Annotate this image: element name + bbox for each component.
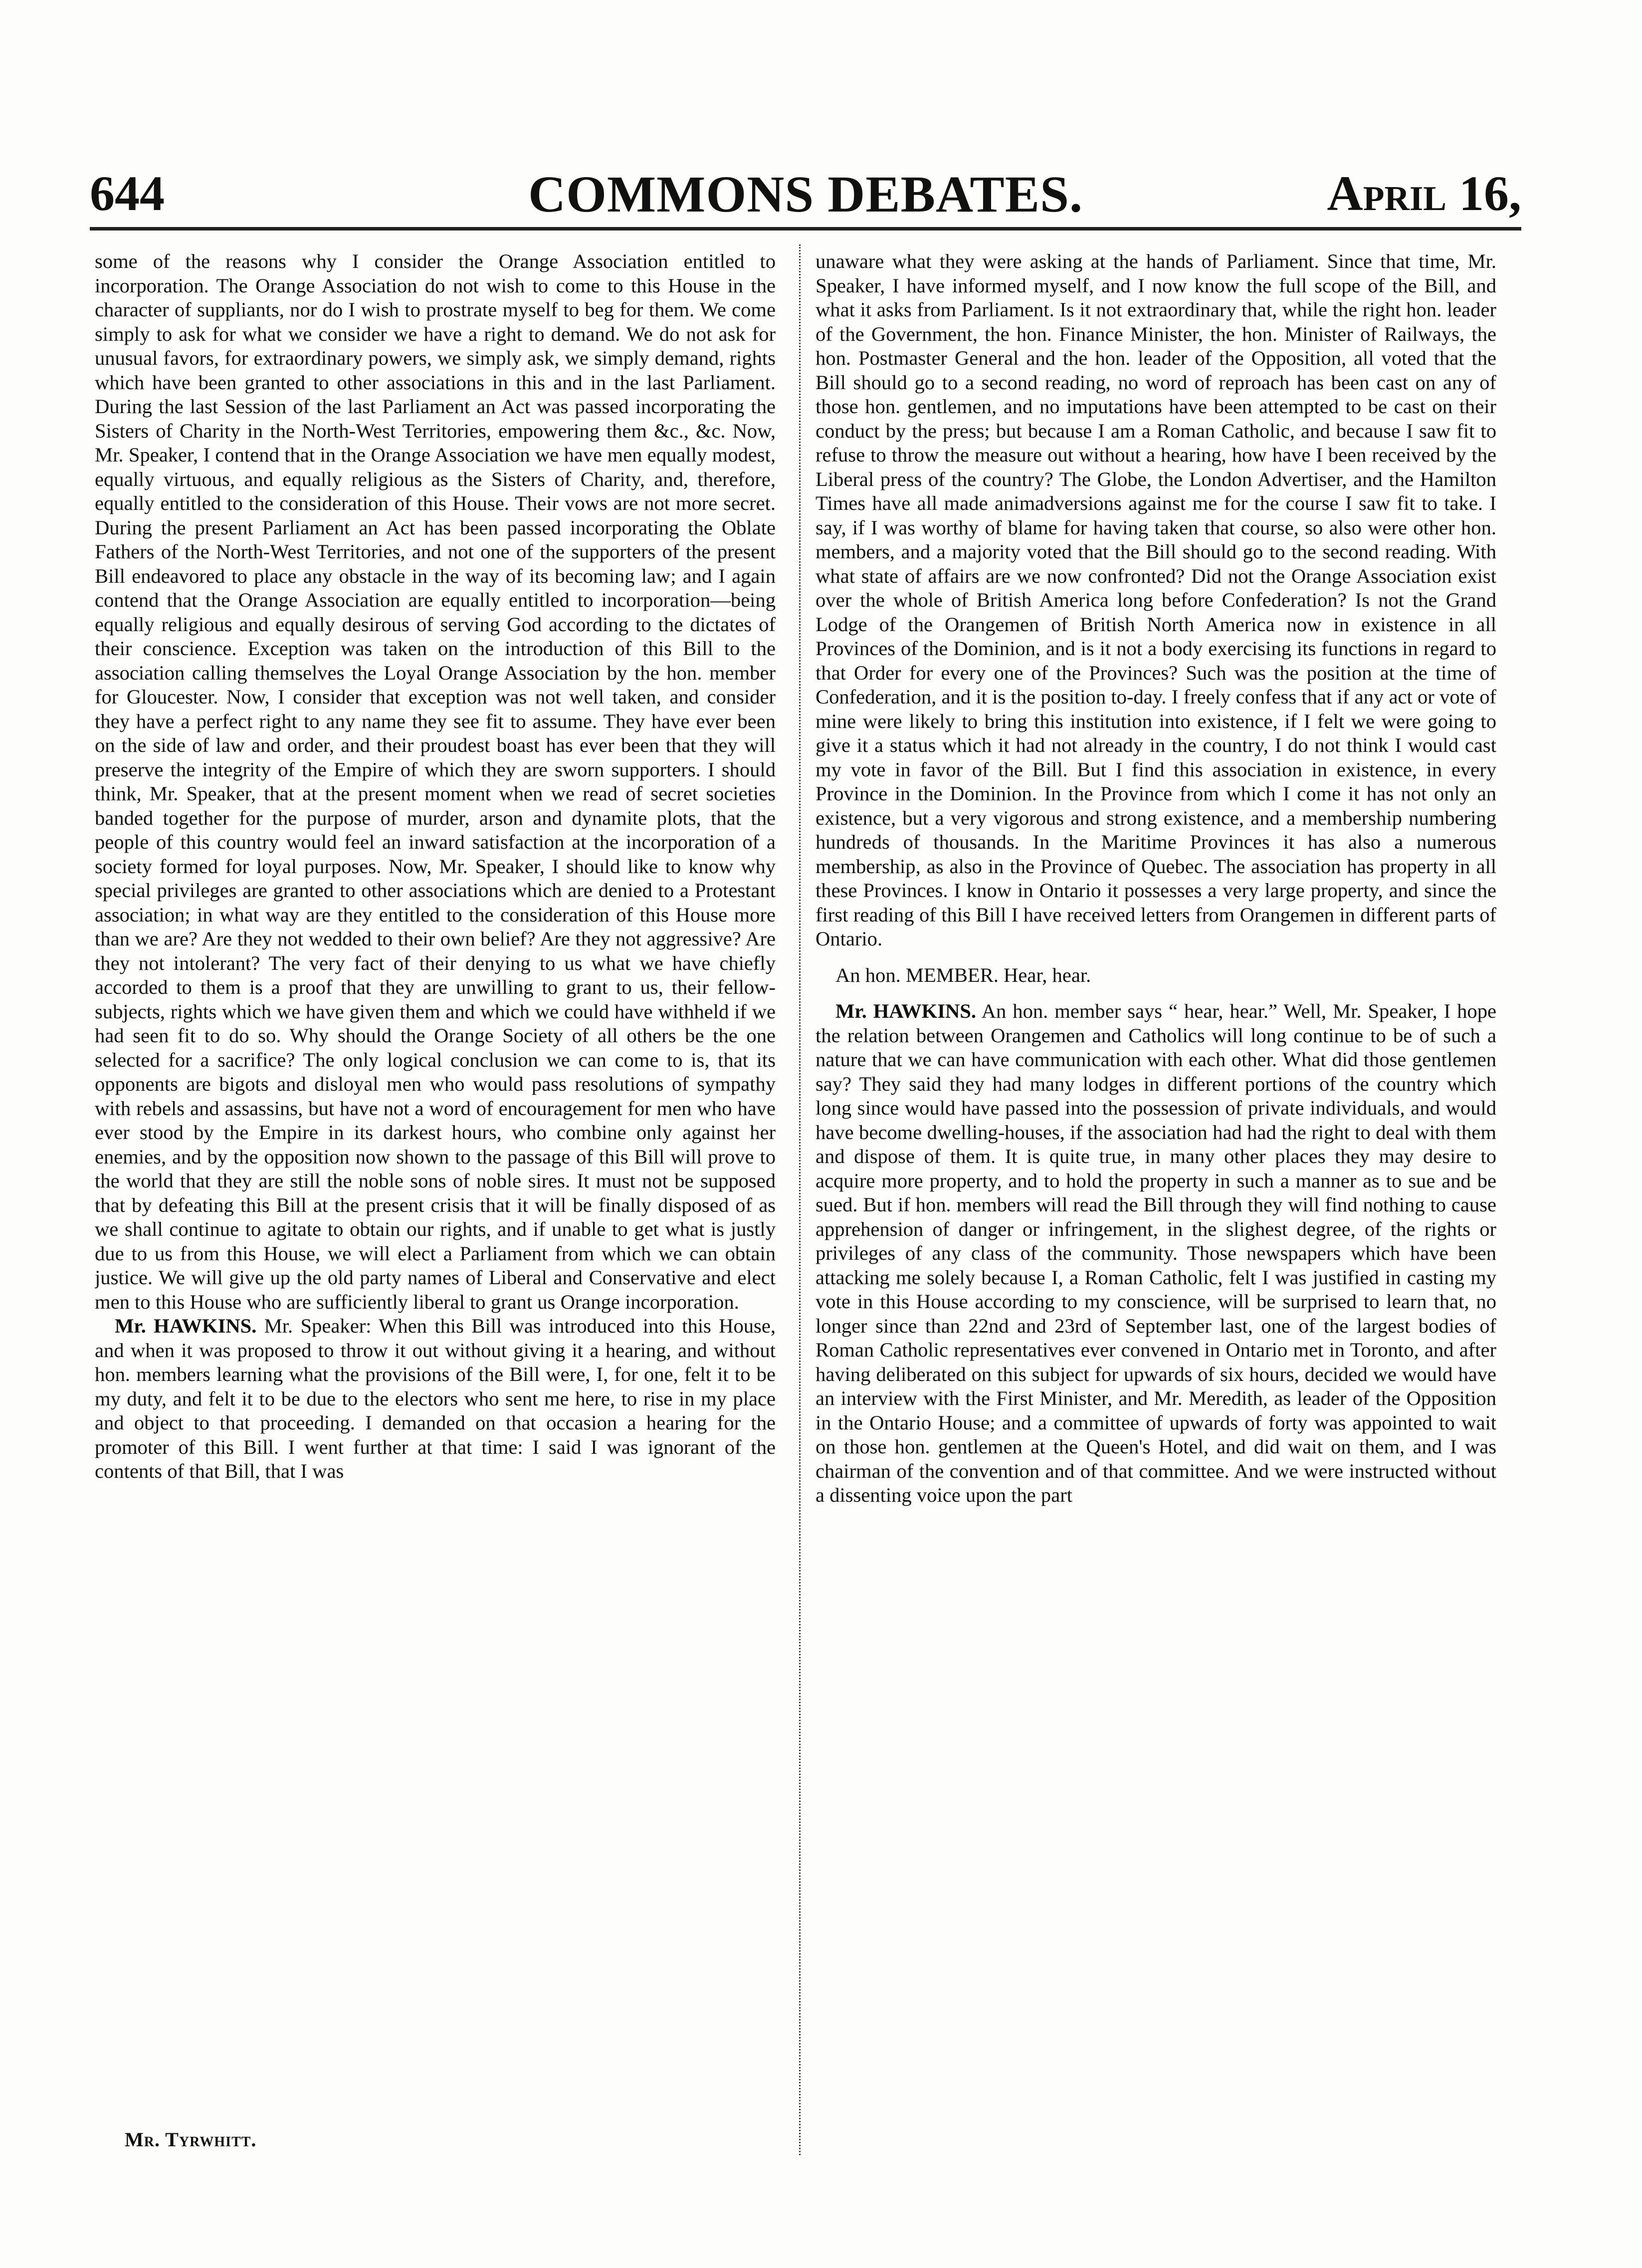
header-rule [90, 227, 1521, 230]
page-number: 644 [90, 166, 165, 221]
paragraph [95, 1314, 776, 1484]
running-date: April 16, [1327, 166, 1521, 221]
right-column [816, 249, 1496, 2115]
paragraph-text: Mr. Speaker: When this Bill was introduced into this House, and when it was proposed to throw it out without giving it a hearing, and without hon. members learning what the provisions of the Bill were, I, for one, felt it to be my duty, and felt it to be due to the electors who sent me here, to rise in my place and object to that proceeding. I demanded on that occasion a hearing for the promoter of this Bill. I went further at that time: I said I was ignorant of the contents of that Bill, that I was [95, 1315, 776, 1482]
page-header [90, 165, 1521, 223]
column-divider [799, 244, 801, 2155]
speaker-name: Mr. HAWKINS. [115, 1315, 257, 1337]
speaker-name: Mr. HAWKINS. [835, 1000, 977, 1022]
interjection: An hon. MEMBER. Hear, hear. [835, 963, 1091, 986]
left-column [95, 249, 776, 2115]
paragraph [816, 999, 1496, 1508]
running-title: COMMONS DEBATES. [528, 166, 1083, 223]
paragraph-text: An hon. member says “ hear, hear.” Well, Mr. Speaker, I hope the relation between Orangemen and Catholics will long continue to be of such a nature that we can have communication with each other. What did those gentlemen say? They said they had many lodges in different portions of the country which long since would have passed into the possession of private individuals, and would have become dwelling-houses, if the association had had the right to deal with them and dispose of them. It is quite true, in many other places they may desire to acquire more property, and to hold the property in such a manner as to sue and be sued. But if hon. members will read the Bill through they will find nothing to cause apprehension of danger or infringement, in the slighest degree, of the rights or privileges of any class of the community. Those newspapers which have been attacking me solely because I, a Roman Catholic, felt I was justified in casting my vote in this House according to my conscience, will be surprised to learn that, no longer since than 22nd and 23rd of September last, one of the largest bodies of Roman Catholic representatives ever convened in Ontario met in Toronto, and after having deliberated on this subject for upwards of six hours, decided we would have an interview with the First Minister, and Mr. Meredith, as leader of the Opposition in the Ontario House; and a committee of upwards of forty was appointed to wait on those hon. gentlemen at the Queen's Hotel, and did wait on them, and I was chairman of the convention and of that committee. And we were instructed without a dissenting voice upon the part [816, 1000, 1496, 1506]
footer-speaker-name: Mr. Tyrwhitt. [125, 2128, 257, 2151]
paragraph: unaware what they were asking at the hands of Parliament. Since that time, Mr. Speaker, I have informed myself, and I now know the full scope of the Bill, and what it asks from Parliament. Is it not extraordinary that, while the right hon. leader of the Government, the hon. Finance Minister, the hon. Minister of Railways, the hon. Postmaster General and the hon. leader of the Opposition, all voted that the Bill should go to a second reading, no word of reproach has been cast on any of those hon. gentlemen, and no imputations have been attempted to be cast on their conduct by the press; but because I am a Roman Catholic, and because I saw fit to refuse to throw the measure out without a hearing, how have I been received by the Liberal press of the country? The Globe, the London Advertiser, and the Hamilton Times have all made animadversions against me for the course I saw fit to take. I say, if I was worthy of blame for having taken that course, so also were other hon. members, and a majority voted that the Bill should go to the second reading. With what state of affairs are we now confronted? Did not the Orange Association exist over the whole of British America long before Confederation? Is not the Grand Lodge of the Orangemen of British North America now in existence in all Provinces of the Dominion, and is it not a body exercising its functions in regard to that Order for every one of the Provinces? Such was the position at the time of Confederation, and it is the position to-day. I freely confess that if any act or vote of mine were likely to bring this institution into existence, if I felt we were going to give it a status which it had not already in the country, I do not think I would cast my vote in favor of the Bill. But I find this association in existence, in every Province in the Dominion. In the Province from which I come it has not only an existence, but a very vigorous and strong existence, and a membership numbering hundreds of thousands. In the Maritime Provinces it has also a numerous membership, as also in the Province of Quebec. The association has property in all these Provinces. I know in Ontario it possesses a very large property, and since the first reading of this Bill I have received letters from Orangemen in different parts of Ontario. [816, 250, 1496, 950]
paragraph: some of the reasons why I consider the Orange Association entitled to incorporation. The Orange Association do not wish to come to this House in the character of suppliants, nor do I wish to prostrate myself to beg for them. We come simply to ask for what we consider we have a right to demand. We do not ask for unusual favors, for extraordinary powers, we simply ask, we simply demand, rights which have been granted to other associations in this and in the last Parliament. During the last Session of the last Parliament an Act was passed incorporating the Sisters of Charity in the North-West Territories, empowering them &c., &c. Now, Mr. Speaker, I contend that in the Orange Association we have men equally modest, equally virtuous, and equally religious as the Sisters of Charity, and, therefore, equally entitled to the consideration of this House. Their vows are not more secret. During the present Parliament an Act has been passed incorporating the Oblate Fathers of the North-West Territories, and not one of the supporters of the present Bill endeavored to place any obstacle in the way of its becoming law; and I again contend that the Orange Association are equally entitled to incorporation—being equally religious and equally desirous of serving God according to the dictates of their conscience. Exception was taken on the introduction of this Bill to the association calling themselves the Loyal Orange Association by the hon. member for Gloucester. Now, I consider that exception was not well taken, and consider they have a perfect right to any name they see fit to assume. They have ever been on the side of law and order, and their proudest boast has ever been that they will preserve the integrity of the Empire of which they are sworn supporters. I should think, Mr. Speaker, that at the present moment when we read of secret societies banded together for the purpose of murder, arson and dynamite plots, that the people of this country would feel an inward satisfaction at the incorporation of a society formed for loyal purposes. Now, Mr. Speaker, I should like to know why special privileges are granted to other associations which are denied to a Protestant association; in what way are they entitled to the consideration of this House more than we are? Are they not wedded to their own belief? Are they not aggressive? Are they not intolerant? The very fact of their denying to us what we have chiefly accorded to them is a proof that they are unwilling to grant to us, their fellow-subjects, rights which we have given them and which we could have withheld if we had seen fit to do so. Why should the Orange Society of all others be the one selected for a sacrifice? The only logical conclusion we can come to is, that its opponents are bigots and disloyal men who would pass resolutions of sympathy with rebels and assassins, but have not a word of encouragement for men who have ever stood by the Empire in its darkest hours, who combine only against her enemies, and by the opposition now shown to the passage of this Bill will prove to the world that they are still the noble sons of noble sires. It must not be supposed that by defeating this Bill at the present crisis that it will be finally disposed of as we shall continue to agitate to obtain our rights, and if unable to get what is justly due to us from this House, we will elect a Parliament from which we can obtain justice. We will give up the old party names of Liberal and Conservative and elect men to this House who are sufficiently liberal to grant us Orange incorporation. [95, 250, 776, 1313]
